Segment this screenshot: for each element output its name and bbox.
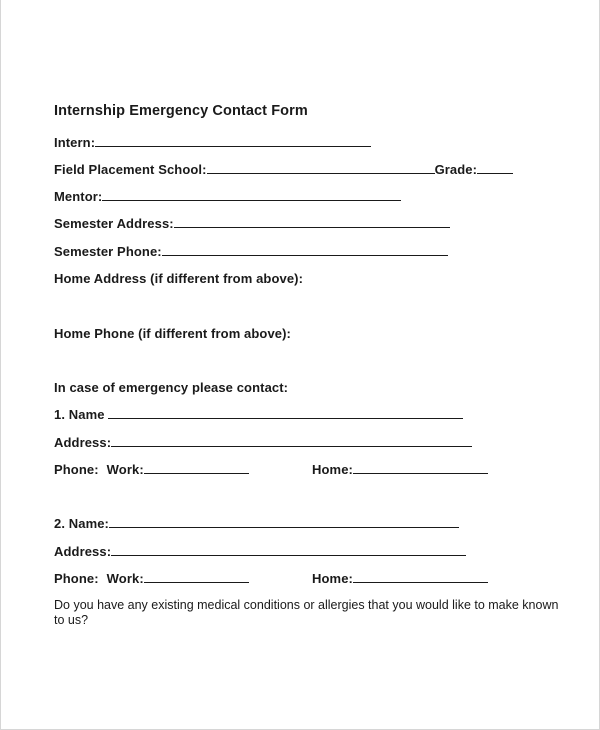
contact2-address-label: Address: bbox=[54, 544, 112, 559]
intern-field[interactable] bbox=[95, 135, 371, 147]
contact2-work-field[interactable] bbox=[144, 571, 249, 583]
form-title: Internship Emergency Contact Form bbox=[54, 103, 308, 119]
contact1-home-field[interactable] bbox=[353, 462, 488, 474]
contact1-address-label: Address: bbox=[54, 435, 112, 450]
contact2-name-field[interactable] bbox=[109, 516, 459, 528]
home-address-label: Home Address (if different from above): bbox=[54, 271, 304, 286]
contact2-home-label: Home: bbox=[312, 571, 353, 586]
home-phone-label: Home Phone (if different from above): bbox=[54, 326, 291, 341]
contact1-home-row bbox=[312, 462, 488, 478]
contact2-address-row bbox=[54, 544, 466, 560]
emergency-heading: In case of emergency please contact: bbox=[54, 380, 289, 395]
semester-phone-field[interactable] bbox=[162, 244, 448, 256]
intern-row bbox=[54, 135, 371, 151]
contact1-name-field[interactable] bbox=[108, 407, 463, 419]
contact1-work-field[interactable] bbox=[144, 462, 249, 474]
contact2-work-label: Work: bbox=[106, 571, 144, 586]
contact2-name-label: 2. Name: bbox=[54, 516, 109, 531]
contact2-phone-label: Phone: bbox=[54, 571, 99, 586]
grade-field[interactable] bbox=[477, 162, 513, 174]
contact1-work-label: Work: bbox=[106, 462, 144, 477]
contact2-home-row bbox=[312, 571, 488, 587]
school-label: Field Placement School: bbox=[54, 162, 207, 177]
school-field[interactable] bbox=[207, 162, 435, 174]
contact2-phone-row bbox=[54, 571, 249, 587]
contact2-name-row bbox=[54, 516, 459, 532]
semester-address-label: Semester Address: bbox=[54, 216, 174, 231]
contact1-home-label: Home: bbox=[312, 462, 353, 477]
semester-address-field[interactable] bbox=[174, 216, 450, 228]
mentor-field[interactable] bbox=[102, 189, 401, 201]
semester-address-row bbox=[54, 216, 450, 232]
mentor-label: Mentor: bbox=[54, 189, 103, 204]
contact1-address-row bbox=[54, 435, 472, 451]
grade-label: Grade: bbox=[434, 162, 478, 177]
contact2-home-field[interactable] bbox=[353, 571, 488, 583]
contact1-name-row bbox=[54, 407, 463, 423]
contact2-address-field[interactable] bbox=[111, 544, 466, 556]
medical-question: Do you have any existing medical conditions or allergies that you would like to make known to us? bbox=[54, 598, 559, 627]
school-row bbox=[54, 162, 513, 178]
contact1-phone-row bbox=[54, 462, 249, 478]
contact1-address-field[interactable] bbox=[111, 435, 472, 447]
contact1-name-label: 1. Name bbox=[54, 407, 105, 422]
mentor-row bbox=[54, 189, 401, 205]
semester-phone-row bbox=[54, 244, 448, 260]
contact1-phone-label: Phone: bbox=[54, 462, 99, 477]
semester-phone-label: Semester Phone: bbox=[54, 244, 162, 259]
intern-label: Intern: bbox=[54, 135, 96, 150]
